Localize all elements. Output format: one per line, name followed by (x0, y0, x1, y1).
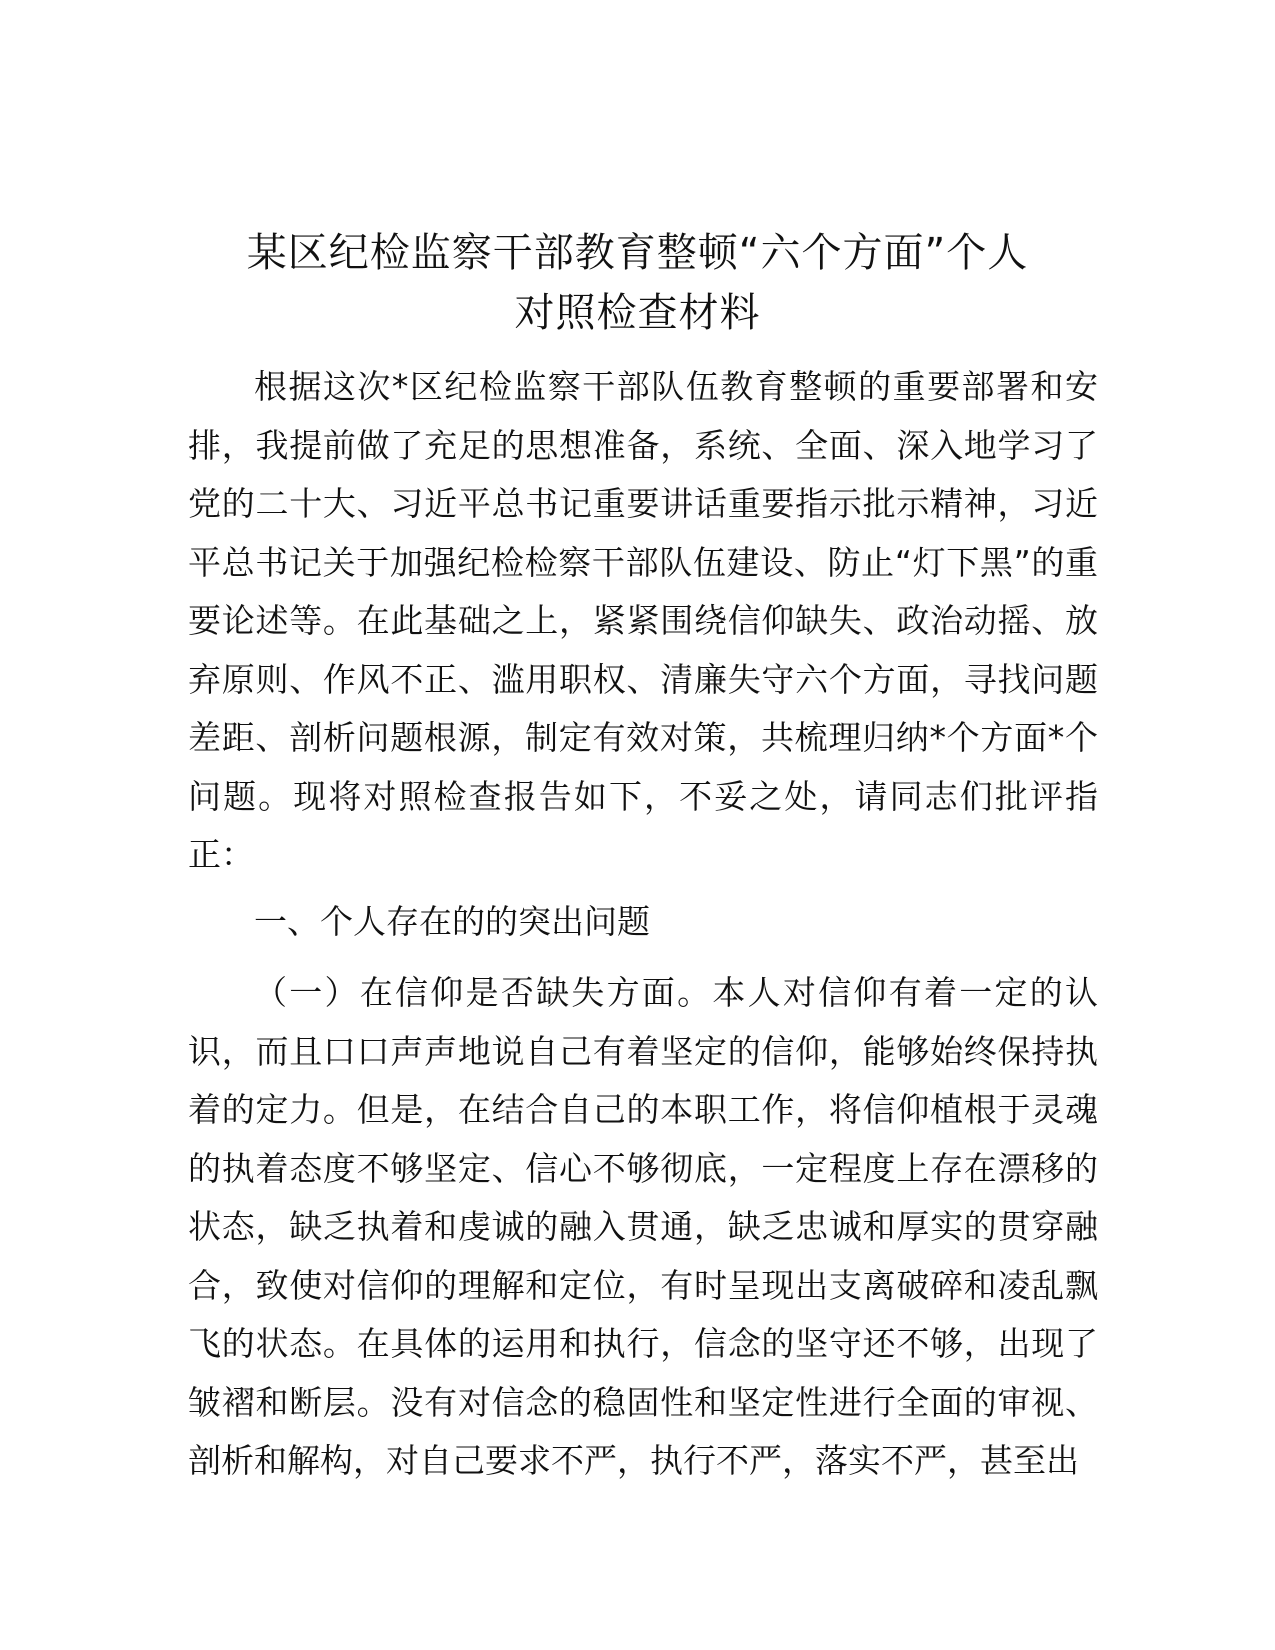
paragraph-1: （一）在信仰是否缺失方面。本人对信仰有着一定的认识，而且口口声声地说自己有着坚定的信仰，能够始终保持执着的定力。但是，在结合自己的本职工作，将信仰植根于灵魂的执着态度不够坚定、信心不够彻底，一定程度上存在漂移的状态，缺乏执着和虔诚的融入贯通，缺乏忠诚和厚实的贯穿融合，致使对信仰的理解和定位，有时呈现出支离破碎和凌乱飘飞的状态。在具体的运用和执行，信念的坚守还不够，出现了皱褶和断层。没有对信念的稳固性和坚定性进行全面的审视、剖析和解构，对自己要求不严，执行不严，落实不严，甚至出 (188, 973, 1098, 1480)
document-title-line-2: 对照检查材料 (514, 290, 761, 336)
section-heading: 一、个人存在的的突出问题 (254, 902, 650, 941)
document-title-line-1: 某区纪检监察干部教育整顿“六个方面”个人 (246, 230, 1029, 276)
intro-paragraph: 根据这次*区纪检监察干部队伍教育整顿的重要部署和安排，我提前做了充足的思想准备，系统、全面、深入地学习了党的二十大、习近平总书记重要讲话重要指示批示精神，习近平总书记关于加强纪检检察干部队伍建设、防止“灯下黑”的重要论述等。在此基础之上，紧紧围绕信仰缺失、政治动摇、放弃原则、作风不正、滥用职权、清廉失守六个方面，寻找问题差距、剖析问题根源，制定有效对策，共梳理归纳*个方面*个问题。现将对照检查报告如下，不妥之处，请同志们批评指正： (188, 367, 1098, 874)
